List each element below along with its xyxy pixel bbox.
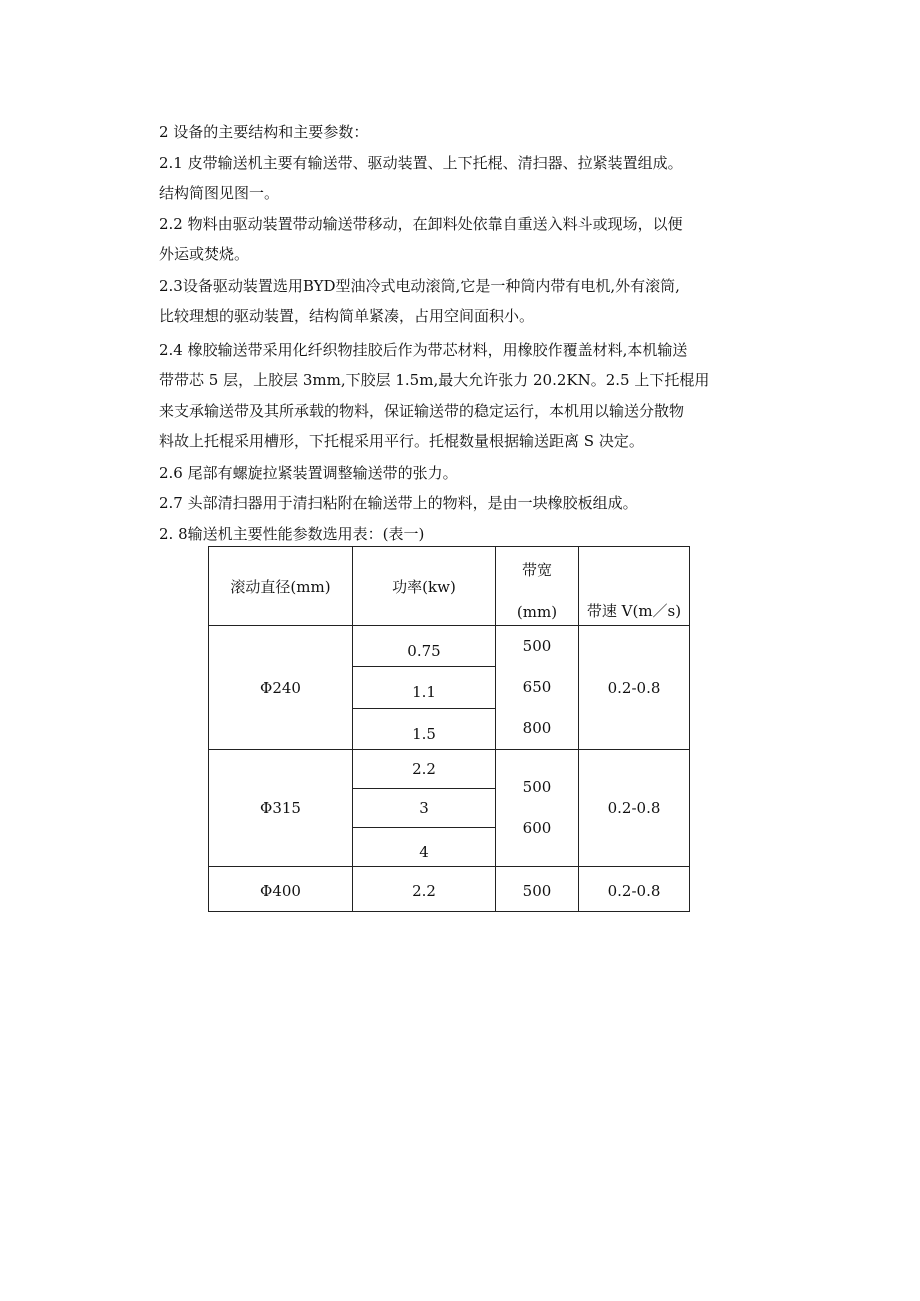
header-speed [579, 547, 690, 626]
width-value: 650 [522, 678, 552, 696]
paragraph-line: 2.7 头部清扫器用于清扫粘附在输送带上的物料，是由一块橡胶板组成。 [159, 494, 638, 512]
width-value: 600 [522, 819, 552, 837]
paragraph-line: 2.6 尾部有螺旋拉紧装置调整输送带的张力。 [159, 464, 458, 482]
speed-cell: 0.2-0.8 [579, 626, 690, 750]
power-value: 3 [419, 799, 429, 817]
speed-cell: 0.2-0.8 [579, 867, 690, 912]
width-value: 800 [522, 719, 552, 737]
header-power: 功率(kw) [353, 547, 496, 626]
table-caption: 2. 8输送机主要性能参数选用表：(表一) [159, 525, 425, 543]
width-cell: 500 [496, 867, 579, 912]
header-diameter: 滚动直径(mm) [209, 547, 353, 626]
header-width-label: 带宽 [521, 561, 552, 579]
width-cell [496, 750, 579, 867]
paragraph-line: 2.3设备驱动装置选用BYD型油冷式电动滚筒,它是一种筒内带有电机,外有滚筒, [159, 277, 680, 295]
power-cell: 2.2 [353, 867, 496, 912]
table-row [209, 750, 690, 789]
parameter-table [208, 546, 690, 912]
table-row [209, 626, 690, 667]
paragraph-line: 2.4 橡胶输送带采用化纤织物挂胶后作为带芯材料，用橡胶作覆盖材料,本机输送 [159, 341, 688, 359]
table-row [209, 867, 690, 912]
paragraph-line: 外运或焚烧。 [159, 245, 250, 263]
power-cell [353, 626, 496, 667]
diameter-cell: Φ400 [209, 867, 353, 912]
speed-cell: 0.2-0.8 [579, 750, 690, 867]
power-cell [353, 789, 496, 828]
paragraph-line: 结构简图见图一。 [159, 184, 280, 202]
power-value: 1.5 [412, 724, 436, 743]
power-cell [353, 667, 496, 708]
paragraph-line: 料故上托棍采用槽形，下托棍采用平行。托棍数量根据输送距离 S 决定。 [159, 432, 644, 450]
header-width [496, 547, 579, 626]
power-value: 2.2 [412, 760, 436, 778]
section-heading: 2 设备的主要结构和主要参数： [159, 123, 369, 141]
width-cell [496, 626, 579, 750]
paragraph-line: 2.2 物料由驱动装置带动输送带移动，在卸料处依靠自重送入料斗或现场，以便 [159, 215, 683, 233]
power-cell [353, 828, 496, 867]
paragraph-line: 比较理想的驱动装置，结构简单紧凑，占用空间面积小。 [159, 307, 535, 325]
paragraph-line: 带带芯 5 层，上胶层 3mm,下胶层 1.5m,最大允许张力 20.2KN。2.5 上下托棍用 [159, 371, 710, 389]
width-value: 500 [522, 778, 552, 796]
power-cell [353, 750, 496, 789]
power-cell [353, 708, 496, 749]
header-width-unit: (mm) [516, 603, 558, 621]
table-header-row [209, 547, 690, 626]
power-value: 4 [419, 843, 429, 861]
diameter-cell: Φ315 [209, 750, 353, 867]
power-value: 1.1 [412, 683, 436, 702]
paragraph-line: 来支承输送带及其所承载的物料，保证输送带的稳定运行，本机用以输送分散物 [159, 402, 685, 420]
paragraph-line: 2.1 皮带输送机主要有输送带、驱动装置、上下托棍、清扫器、拉紧装置组成。 [159, 154, 683, 172]
power-value: 0.75 [407, 642, 441, 661]
header-speed-label: 带速 V(m／s) [586, 602, 682, 620]
diameter-cell: Φ240 [209, 626, 353, 750]
width-value: 500 [522, 637, 552, 655]
